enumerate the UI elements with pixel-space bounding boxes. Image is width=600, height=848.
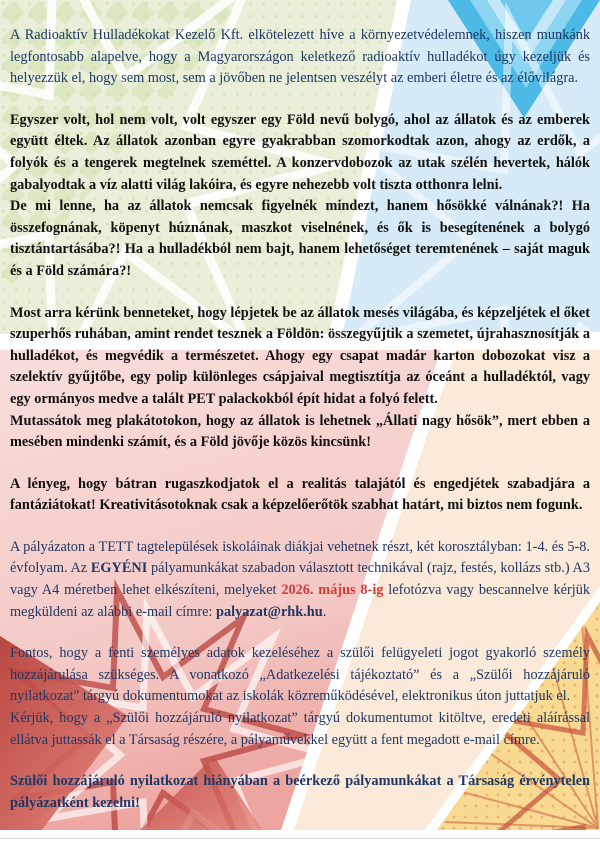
category-egyeni-label: EGYÉNI	[90, 560, 148, 577]
sentence-period: .	[322, 603, 327, 620]
paragraph-task-description: Most arra kérünk benneteket, hogy lépjetek be az állatok mesés világába, és képzeljétek el őket szuperhős ruhában, amint rendet tesznek a Földön: összegyűjtik a szemetet, újrahasznosítják a hulladékot, és megvédik a természetet. Ahogy egy csapat madár karton dobozokat visz a szelektív gyűjtőbe, egy polip különleges csápjaival megtisztítja az óceánt a hulladéktól, vagy egy ormányos medve a talált PET palackokból épít hidat a folyó felett.	[10, 304, 590, 407]
paragraph-poster-call: Mutassátok meg plakátotokon, hogy az állatok is lehetnek „Állati nagy hősök”, mert ebben a mesében mindenki számít, és a Föld jövője közös kincsünk!	[10, 412, 590, 451]
paragraph-consent-instructions: Kérjük, hogy a „Szülői hozzájáruló nyilatkozat” tárgyú dokumentumot kitöltve, eredeti aláírással ellátva juttassák el a Társaság részére, a pályaművekkel együtt a fent megadott e-mail címre.	[10, 710, 590, 748]
paragraph-story-what-if: De mi lenne, ha az állatok nemcsak figyelnék mindezt, hanem hősökké válnának?! Ha összefognának, köpenyt húznának, maszkot viselnének, és ők is besegítenének a bolygó tisztántartásába?! Ha a hulladékból nem bajt, hanem lehetőséget teremtenének – saját maguk és a Föld számára?!	[10, 198, 590, 279]
email-address: palyazat@rhk.hu	[216, 603, 323, 620]
paragraph-invalid-warning: Szülői hozzájáruló nyilatkozat hiányában a beérkező pályamunkákat a Társaság érvénytelen pályázatként kezelni!	[10, 773, 590, 811]
paragraph-creativity: A lényeg, hogy bátran rugaszkodjatok el a realitás talajától és engedjétek szabadjára a fantáziátokat! Kreativitásotoknak csak a képzelőerőtök szabhat határt, mi biztos nem fogunk.	[10, 475, 590, 514]
paragraph-submission-rules	[10, 537, 590, 623]
submission-rules-text: lefotózva vagy bescannelve kérjük megküldeni az alábbi e-mail címre:	[10, 582, 590, 620]
submission-rules-text: pályamunkákat szabadon választott technikával (rajz, festés, kollázs stb.) A3 vagy A4 méretben lehet elkészíteni, melyeket	[10, 560, 590, 599]
page-edge-shadow	[0, 838, 600, 839]
deadline-date: 2026. május 8-ig	[281, 582, 384, 599]
submission-rules-text: A pályázaton a TETT tagtelepülések iskoláinak diákjai vehetnek részt, két korosztályban: 1-4. és 5-8. évfolyam. Az	[10, 538, 590, 577]
paragraph-privacy-consent: Fontos, hogy a fenti személyes adatok kezeléséhez a szülői felügyeleti jogot gyakorló személy hozzájárulása szükséges. A vonatkozó „Adatkezelési tájékoztató” és a „Szülői hozzájáruló nyilatkozat" tárgyú dokumentumokat az iskolák közreműködésével, elektronikus úton juttatjuk el.	[10, 645, 590, 705]
paragraph-company-intro: A Radioaktív Hulladékokat Kezelő Kft. elkötelezett híve a környezetvédelemnek, hiszen munkánk legfontosabb alapelve, hogy a Magyarországon keletkező radioaktív hulladékot úgy kezeljük és helyezzük el, hogy sem most, sem a jövőben ne jelentsen veszélyt az emberi életre és az élővilágra.	[10, 27, 590, 87]
paragraph-story-once-upon: Egyszer volt, hol nem volt, volt egyszer egy Föld nevű bolygó, ahol az állatok és az emberek együtt éltek. Az állatok azonban egyre gyakrabban szomorkodtak azon, ahogy az erdők, a folyók és a tengerek megtelnek szeméttel. A konzervdobozok az utak szélén hevertek, hálók gabalyodtak a víz alatti világ lakóira, és egyre nehezebb volt tiszta otthonra lelni.	[10, 111, 590, 193]
